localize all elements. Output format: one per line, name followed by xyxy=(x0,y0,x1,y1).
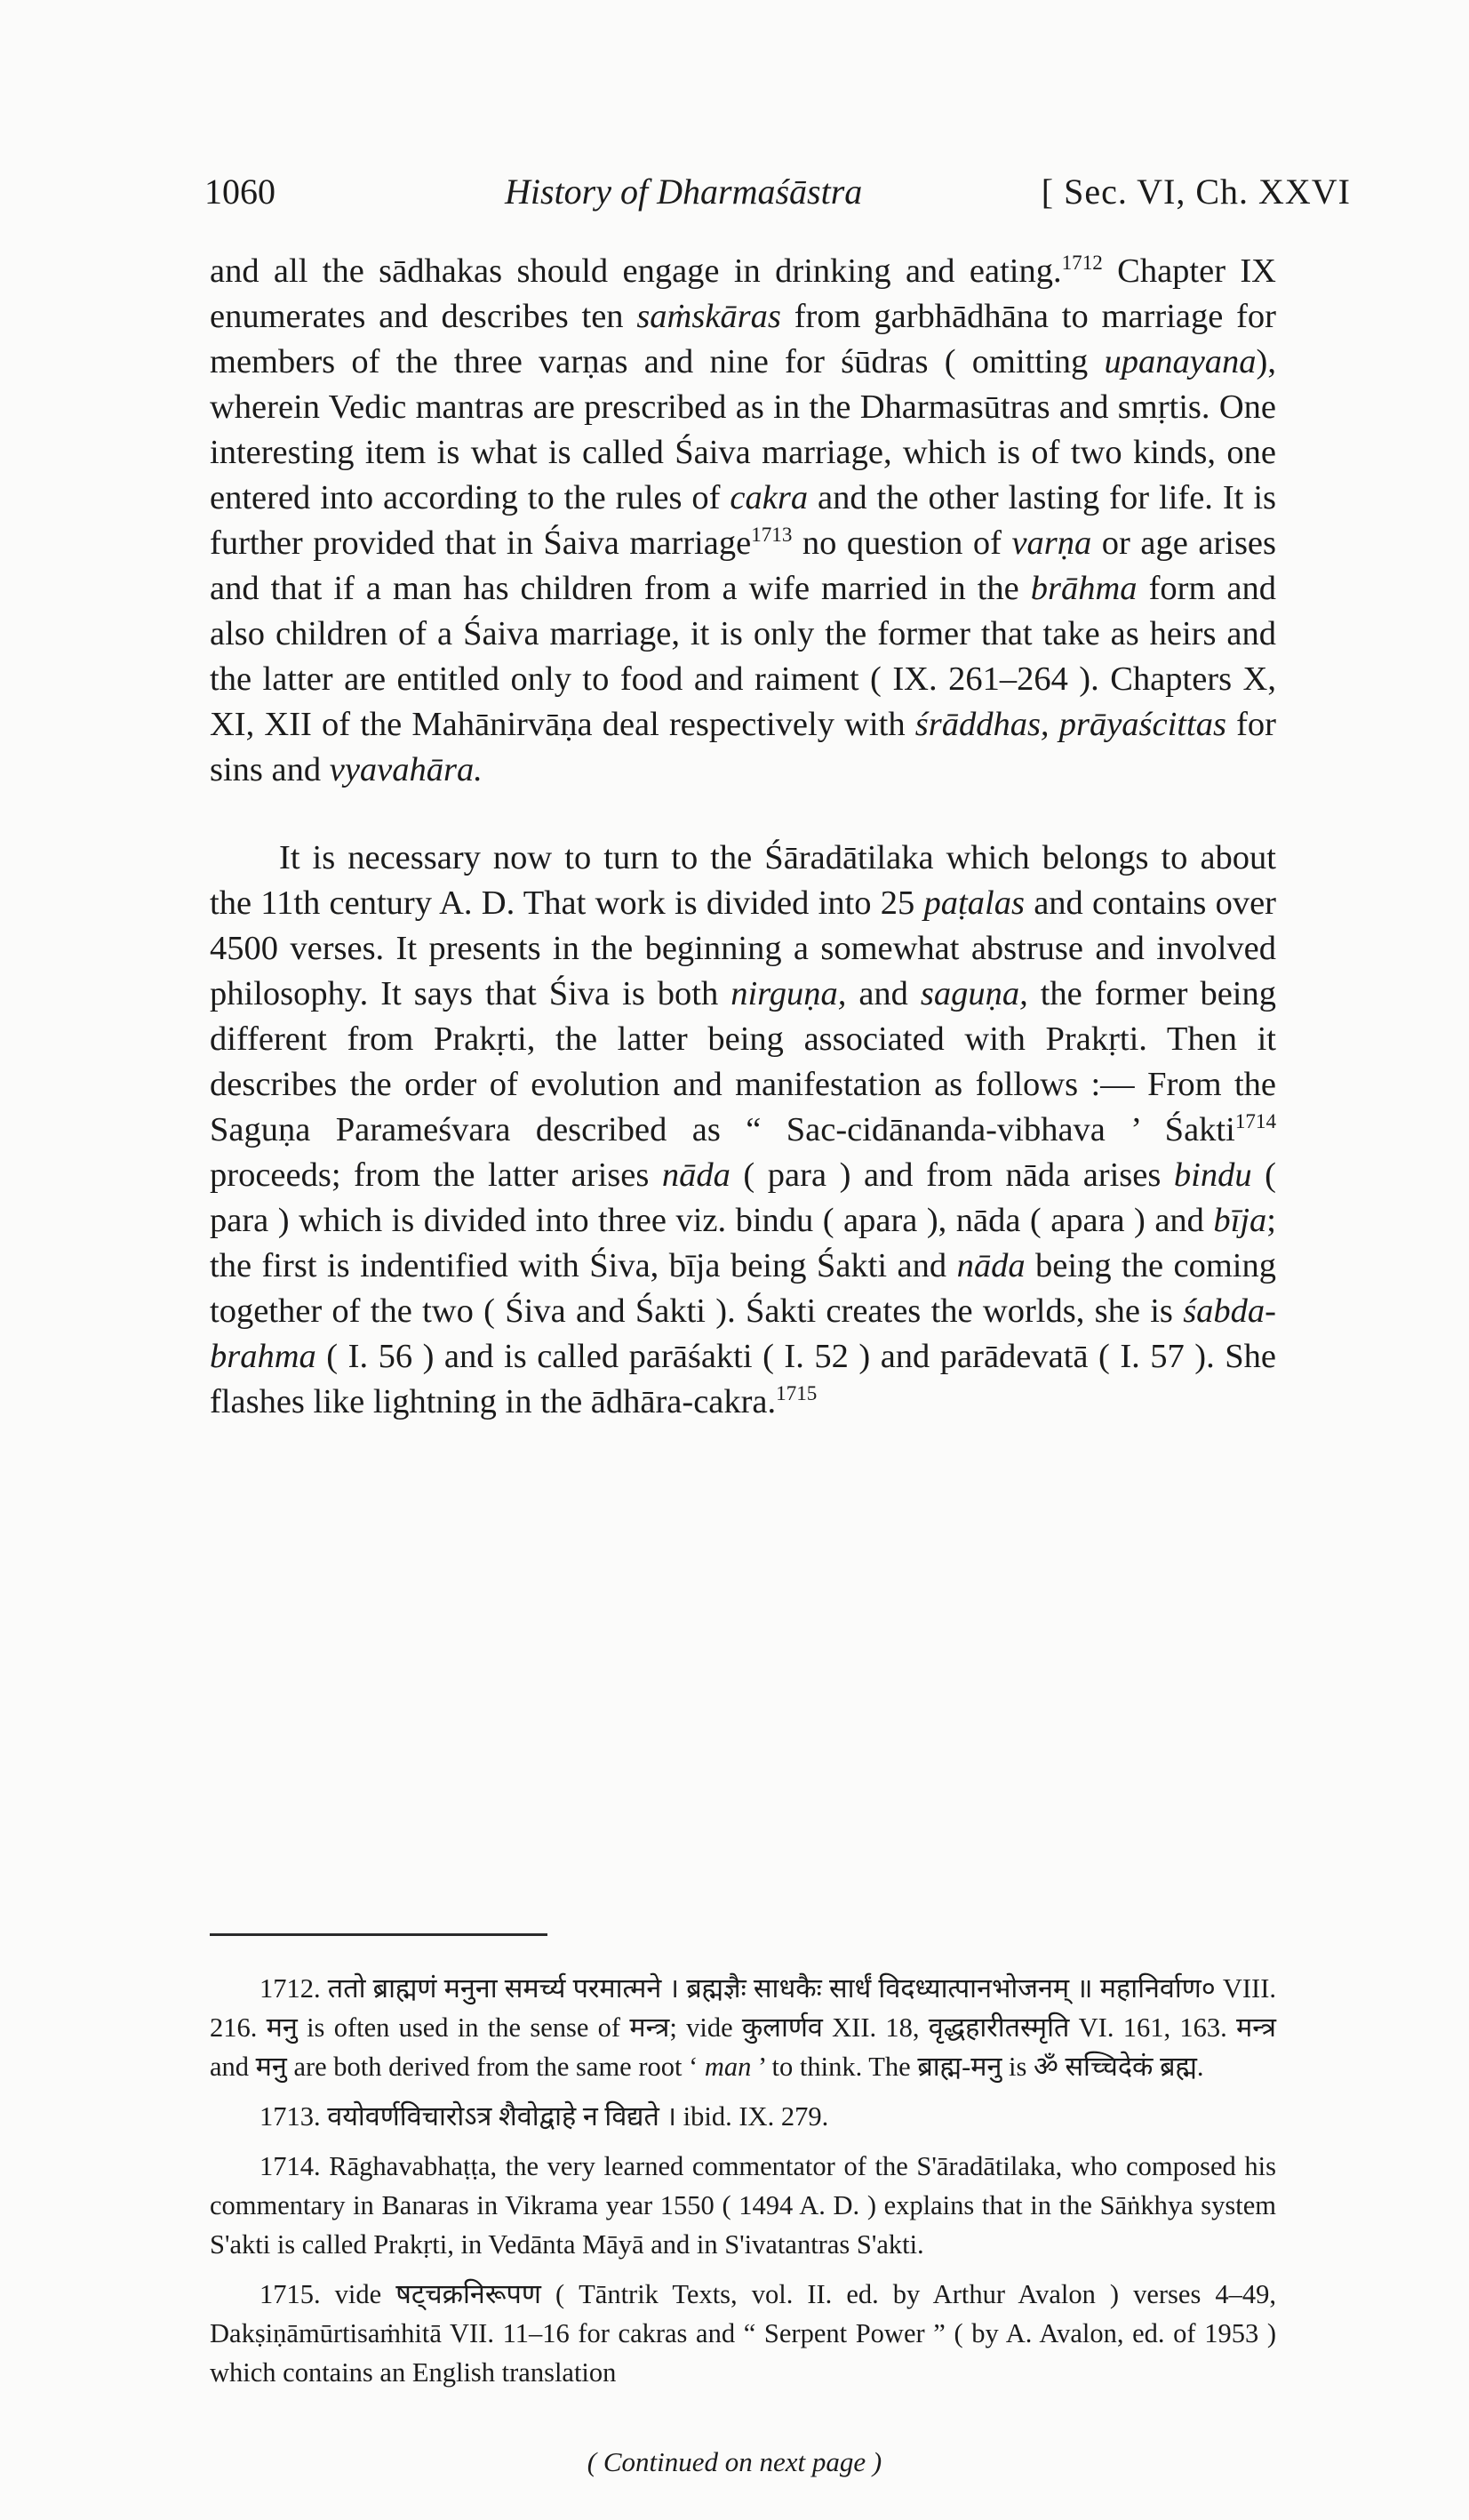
footnote-1715 xyxy=(210,2275,1276,2392)
text-run: ( para ) and from nāda arises xyxy=(730,1156,1174,1194)
text-run: or age arises and that if a man has children from a wife married in the xyxy=(210,524,1276,607)
italic-term: man xyxy=(704,2052,752,2082)
italic-term: nirguṇa, xyxy=(731,975,847,1012)
text-run: Chapter IX enumerates and describes ten xyxy=(210,252,1276,335)
text-run: from garbhādhāna to marriage for members of the three varṇas and nine for śūdras ( omitting xyxy=(210,298,1276,380)
italic-term: vyavahāra. xyxy=(329,751,483,788)
footnote-1712 xyxy=(210,1969,1276,2086)
italic-term: brāhma xyxy=(1030,570,1138,607)
text-run: the former being different from Prakṛti, the latter being associated with Prakṛti. Then it describes the order of evolution and manifestation as follows :— From the Saguṇa Parameśvara described as “ Sac-cidānanda-vibhava ’ Śakti xyxy=(210,975,1276,1148)
italic-term: śabda-brahma xyxy=(210,1292,1276,1375)
text-run: and the other lasting for life. It is further provided that in Śaiva marriage xyxy=(210,479,1276,562)
text-run: for sins and xyxy=(210,706,1276,788)
footnote-marker: 1713 xyxy=(751,523,793,547)
text-run: no question of xyxy=(792,524,1012,562)
footnote-marker: 1714 xyxy=(1234,1109,1276,1133)
italic-term: bindu xyxy=(1173,1156,1252,1194)
text-run: 1714. Rāghavabhaṭṭa, the very learned commentator of the S'āradātilaka, who composed his commentary in Banaras in Vikrama year 1550 ( 1494 A. D. ) explains that in the Sāṅkhya system S'akti is called Prakṛti, in Vedānta Māyā and in S'ivatantras S'akti. xyxy=(210,2151,1276,2260)
text-run: It is necessary now to turn to the Śāradātilaka which belongs to about the 11th century A. D. That work is divided into 25 xyxy=(210,839,1276,922)
text-run: and xyxy=(846,975,921,1012)
text-run: ; the first is indentified with Śiva, bīja being Śakti and xyxy=(210,1202,1276,1284)
footnote-1714 xyxy=(210,2147,1276,2264)
text-run: 1713. वयोवर्णविचारोऽत्र शैवोद्वाहे न विद्यते । ibid. IX. 279. xyxy=(259,2101,829,2132)
italic-term: paṭalas xyxy=(923,884,1025,922)
text-run: ), wherein Vedic mantras are prescribed as in the Dharmasūtras and smṛtis. One interesting item is what is called Śaiva marriage, which is of two kinds, one entered into according to the rules of xyxy=(210,343,1276,516)
text-run: ( I. 56 ) and is called parāśakti ( I. 52 ) and parādevatā ( I. 57 ). She flashes like lightning in the ādhāra-cakra. xyxy=(210,1338,1276,1420)
main-text xyxy=(210,249,1276,1425)
italic-term: varṇa xyxy=(1011,524,1092,562)
page-number: 1060 xyxy=(204,172,275,212)
italic-term: saṁskāras xyxy=(636,298,781,335)
text-run: proceeds; from the latter arises xyxy=(210,1156,662,1194)
footnote-marker: 1715 xyxy=(776,1381,818,1405)
text-run: ’ to think. The ब्राह्म-मनु is ॐ सच्चिदेकं ब्रह्म. xyxy=(751,2052,1204,2082)
italic-term: saguṇa, xyxy=(920,975,1028,1012)
section-reference: [ Sec. VI, Ch. XXVI xyxy=(1041,172,1351,212)
body-paragraph-2 xyxy=(210,836,1276,1425)
text-run: being the coming together of the two ( Śiva and Śakti ). Śakti creates the worlds, she is xyxy=(210,1247,1276,1330)
body-paragraph-1 xyxy=(210,249,1276,793)
text-run: 1715. vide षट्चक्रनिरूपण ( Tāntrik Texts, vol. II. ed. by Arthur Avalon ) verses 4–49, Dakṣiṇāmūrtisaṁhitā VII. 11–16 for cakras and “ Serpent Power ” ( by A. Avalon, ed. of 1953 ) which contains an English translation xyxy=(210,2279,1276,2388)
italic-term: bīja xyxy=(1213,1202,1267,1239)
text-run: 1712. ततो ब्राह्मणं मनुना समर्च्य परमात्मने । ब्रह्मज्ञैः साधकैः सार्धं विदध्यात्पानभोजनम् ॥ महानिर्वाण० VIII. 216. मनु is often used in the sense of मन्त्र; vide कुलार्णव XII. 18, वृद्धहारीतस्मृति VI. 161, 163. मन्त्र and मनु are both derived from the same root ‘ xyxy=(210,1973,1276,2082)
text-run: and all the sādhakas should engage in drinking and eating. xyxy=(210,252,1062,290)
italic-term: upanayana xyxy=(1104,343,1257,380)
italic-term: nāda xyxy=(661,1156,731,1194)
footnote-rule xyxy=(210,1933,547,1936)
italic-term: śrāddhas, prāyaścittas xyxy=(914,706,1226,743)
text-run: form and also children of a Śaiva marriage, it is only the former that take as heirs and the latter are entitled only to food and raiment ( IX. 261–264 ). Chapters X, XI, XII of the Mahānirvāṇa deal respectively with xyxy=(210,570,1276,743)
footnotes xyxy=(210,1969,1276,2403)
italic-term: cakra xyxy=(730,479,809,516)
continued-note: ( Continued on next page ) xyxy=(587,2446,882,2477)
text-run: ( para ) which is divided into three viz. bindu ( apara ), nāda ( apara ) and xyxy=(210,1156,1276,1239)
italic-term: nāda xyxy=(956,1247,1026,1284)
running-header xyxy=(204,171,1351,224)
footnote-1713 xyxy=(210,2097,1276,2136)
footnote-marker: 1712 xyxy=(1061,251,1103,275)
text-run: and contains over 4500 verses. It presents in the beginning a somewhat abstruse and involved philosophy. It says that Śiva is both xyxy=(210,884,1276,1012)
running-title: History of Dharmaśāstra xyxy=(505,172,863,212)
